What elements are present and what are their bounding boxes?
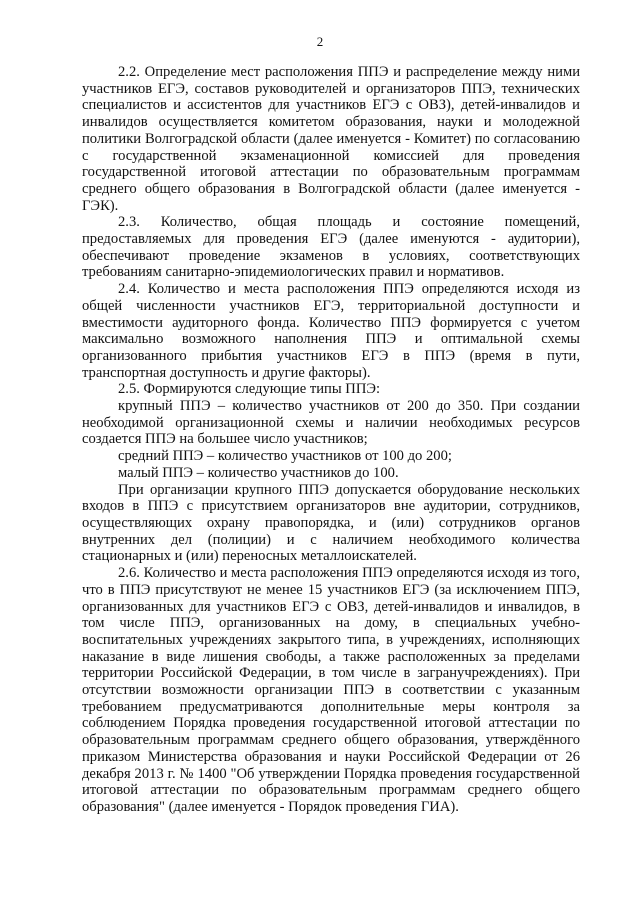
list-item-medium-ppe: средний ППЭ – количество участников от 100 до 200; [118,448,452,465]
paragraph-large-ppe-entrances: При организации крупного ППЭ допускается оборудование нескольких входов в ППЭ с присутствием организаторов вне аудитории, сотрудников, осуществляющих охрану правопорядка, и (или) сотрудников органов внутренних дел (полиции) и с наличием необходимого количества стационарных и (или) переносных металлоискателей. [82,481,580,565]
list-item-large-ppe: крупный ППЭ – количество участников от 200 до 350. При создании необходимой организационной схемы и наличии необходимых ресурсов создается ППЭ на большее число участников; [82,398,580,448]
paragraph-2-4: 2.4. Количество и места расположения ППЭ определяются исходя из общей численности участников ЕГЭ, территориальной доступности и вместимости аудиторного фонда. Количество ППЭ формируется с учетом максимально возможного наполнения ППЭ и оптимальной схемы организованного прибытия участников ЕГЭ в ППЭ (время в пути, транспортная доступность и другие факторы). [82,281,580,381]
paragraph-2-3: 2.3. Количество, общая площадь и состояние помещений, предоставляемых для проведения ЕГЭ (далее именуются - аудитории), обеспечивают проведение экзаменов в условиях, соответствующих требованиям санитарно-эпидемиологических правил и нормативов. [82,214,580,281]
page-number: 2 [316,34,324,49]
document-body [82,64,580,816]
paragraph-2-6: 2.6. Количество и места расположения ППЭ определяются исходя из того, что в ППЭ присутствуют не менее 15 участников ЕГЭ (за исключением ППЭ, организованных для участников ЕГЭ с ОВЗ, детей-инвалидов и инвалидов, в том числе ППЭ, организованных на дому, в специальных учебно-воспитательных учреждениях закрытого типа, в учреждениях, исполняющих наказание в виде лишения свободы, а также расположенных за пределами территории Российской Федерации, в том числе в загранучреждениях). При отсутствии возможности организации ППЭ в соответствии с указанным требованием предусматриваются дополнительные меры контроля за соблюдением Порядка проведения государственной итоговой аттестации по образовательным программам среднего общего образования, утверждённого приказом Министерства образования и науки Российской Федерации от 26 декабря 2013 г. № 1400 "Об утверждении Порядка проведения государственной итоговой аттестации по образовательным программам среднего общего образования" (далее именуется - Порядок проведения ГИА). [82,565,580,815]
paragraph-2-2: 2.2. Определение мест расположения ППЭ и распределение между ними участников ЕГЭ, составов руководителей и организаторов ППЭ, технических специалистов и ассистентов для участников ЕГЭ с ОВЗ), детей-инвалидов и инвалидов осуществляется комитетом образования, науки и молодежной политики Волгоградской области (далее именуется - Комитет) по согласованию с государственной экзаменационной комиссией для проведения государственной итоговой аттестации по образовательным программам среднего общего образования в Волгоградской области (далее именуется - ГЭК). [82,64,580,214]
list-item-small-ppe: малый ППЭ – количество участников до 100. [118,464,399,481]
paragraph-2-5: 2.5. Формируются следующие типы ППЭ: [118,381,381,398]
